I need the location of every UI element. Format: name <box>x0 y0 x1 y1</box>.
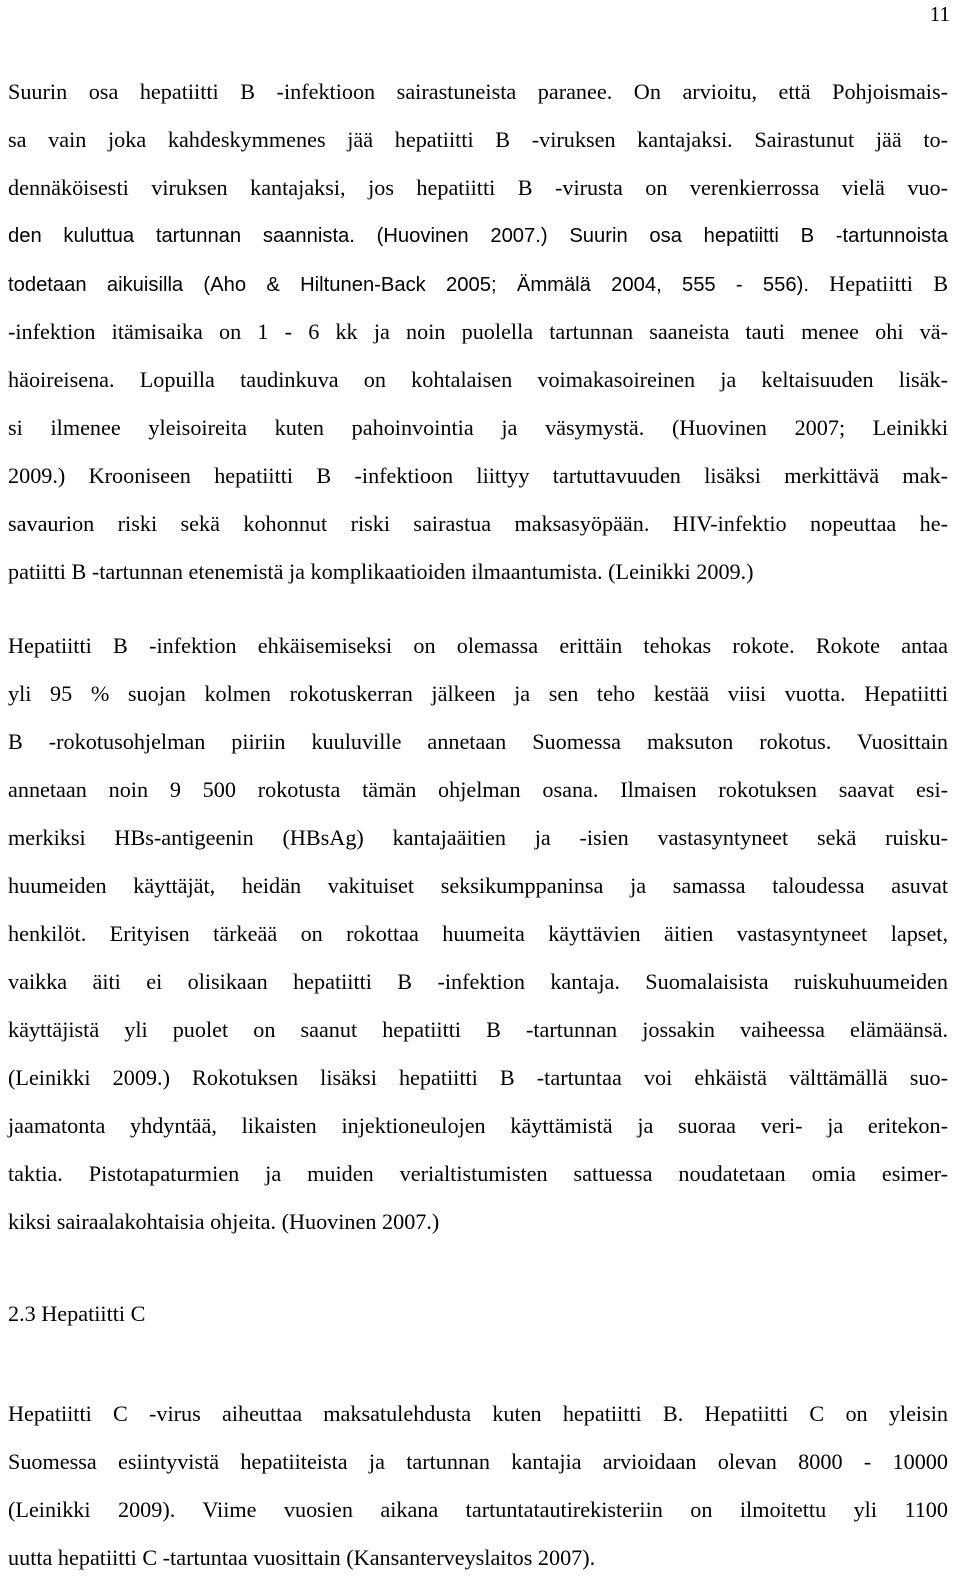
paragraph-2-line-8: vaikka äiti ei olisikaan hepatiitti B -infektion kantaja. Suomalaisista ruiskuhuumeiden <box>8 969 948 994</box>
paragraph-2-line-11: jaamatonta yhdyntää, likaisten injektioneulojen käyttämistä ja suoraa veri- ja eritekon- <box>8 1113 948 1138</box>
paragraph-2-line-10: (Leinikki 2009.) Rokotuksen lisäksi hepatiitti B -tartuntaa voi ehkäistä välttämällä suo- <box>8 1065 948 1090</box>
paragraph-3-line-3: (Leinikki 2009). Viime vuosien aikana tartuntatautirekisteriin on ilmoitettu yli 1100 <box>8 1497 948 1522</box>
paragraph-2-line-3: B -rokotusohjelman piiriin kuuluville annetaan Suomessa maksuton rokotus. Vuosittain <box>8 729 948 754</box>
paragraph-2-line-5: merkiksi HBs-antigeenin (HBsAg) kantajaäitien ja -isien vastasyntyneet sekä ruisku- <box>8 825 948 850</box>
paragraph-2-line-2: yli 95 % suojan kolmen rokotuskerran jälkeen ja sen teho kestää viisi vuotta. Hepatiitti <box>8 681 948 706</box>
paragraph-3-line-2: Suomessa esiintyvistä hepatiiteista ja tartunnan kantajia arvioidaan olevan 8000 - 10000 <box>8 1449 948 1474</box>
paragraph-1-line-11: patiitti B -tartunnan etenemistä ja komplikaatioiden ilmaantumista. (Leinikki 2009.) <box>8 559 754 584</box>
paragraph-1-line-7 <box>8 356 948 404</box>
paragraph-1-line-1: Suurin osa hepatiitti B -infektioon sairastuneista paranee. On arvioitu, että Pohjoismais- <box>8 79 948 104</box>
paragraph-1-line-5-tail: Hepatiitti B <box>808 271 948 296</box>
paragraph-2-line-13: kiksi sairaalakohtaisia ohjeita. (Huovinen 2007.) <box>8 1209 440 1234</box>
paragraph-2-line-1: Hepatiitti B -infektion ehkäisemiseksi on olemassa erittäin tehokas rokote. Rokote antaa <box>8 633 948 658</box>
paragraph-2-line-7: henkilöt. Erityisen tärkeää on rokottaa huumeita käyttävien äitien vastasyntyneet lapset, <box>8 921 948 946</box>
paragraph-1-line-10: savaurion riski sekä kohonnut riski sairastua maksasyöpään. HIV-infektio nopeuttaa he- <box>8 511 948 536</box>
paragraph-2-line-6: huumeiden käyttäjät, heidän vakituiset seksikumppaninsa ja samassa taloudessa asuvat <box>8 873 948 898</box>
paragraph-1 <box>8 68 948 596</box>
paragraph-1-line-7-tail: Lopuilla taudinkuva on kohtalaisen voimakasoireinen ja keltaisuuden lisäk- <box>114 367 948 392</box>
paragraph-1-line-2: sa vain joka kahdeskymmenes jää hepatiitti B -viruksen kantajaksi. Sairastunut jää to- <box>8 127 948 152</box>
paragraph-2-line-4: annetaan noin 9 500 rokotusta tämän ohjelman osana. Ilmaisen rokotuksen saavat esi- <box>8 777 948 802</box>
paragraph-3-line-4: uutta hepatiitti C -tartuntaa vuosittain (Kansanterveyslaitos 2007). <box>8 1545 596 1570</box>
paragraph-1-line-8: si ilmenee yleisoireita kuten pahoinvointia ja väsymystä. (Huovinen 2007; Leinikki <box>8 415 948 440</box>
paragraph-1-line-9: 2009.) Krooniseen hepatiitti B -infektioon liittyy tartuttavuuden lisäksi merkittävä mak- <box>8 463 948 488</box>
paragraph-1-line-6: -infektion itämisaika on 1 - 6 kk ja noin puolella tartunnan saaneista tauti menee ohi vä- <box>8 319 948 344</box>
paragraph-1-line-4: den kuluttua tartunnan saannista. (Huovinen 2007.) Suurin osa hepatiitti B -tartunnoista <box>8 225 948 247</box>
paragraph-1-line-5-head: todetaan aikuisilla (Aho & Hiltunen-Back 2005; Ämmälä 2004, 555 - 556). <box>8 274 809 296</box>
paragraph-3-line-1: Hepatiitti C -virus aiheuttaa maksatulehdusta kuten hepatiitti B. Hepatiitti C on yleisin <box>8 1401 948 1426</box>
paragraph-1-line-7-head: häoireisena. <box>8 367 115 392</box>
paragraph-3 <box>8 1390 948 1582</box>
paragraph-1-line-3: dennäköisesti viruksen kantajaksi, jos hepatiitti B -virusta on verenkierrossa vielä vuo- <box>8 175 948 200</box>
paragraph-2-line-12: taktia. Pistotapaturmien ja muiden verialtistumisten sattuessa noudatetaan omia esimer- <box>8 1161 948 1186</box>
page-number: 11 <box>929 2 950 26</box>
section-heading: 2.3 Hepatiitti C <box>8 1301 146 1326</box>
paragraph-1-line-5 <box>8 260 948 308</box>
paragraph-2-line-9: käyttäjistä yli puolet on saanut hepatiitti B -tartunnan jossakin vaiheessa elämäänsä. <box>8 1017 948 1042</box>
paragraph-2 <box>8 622 948 1246</box>
